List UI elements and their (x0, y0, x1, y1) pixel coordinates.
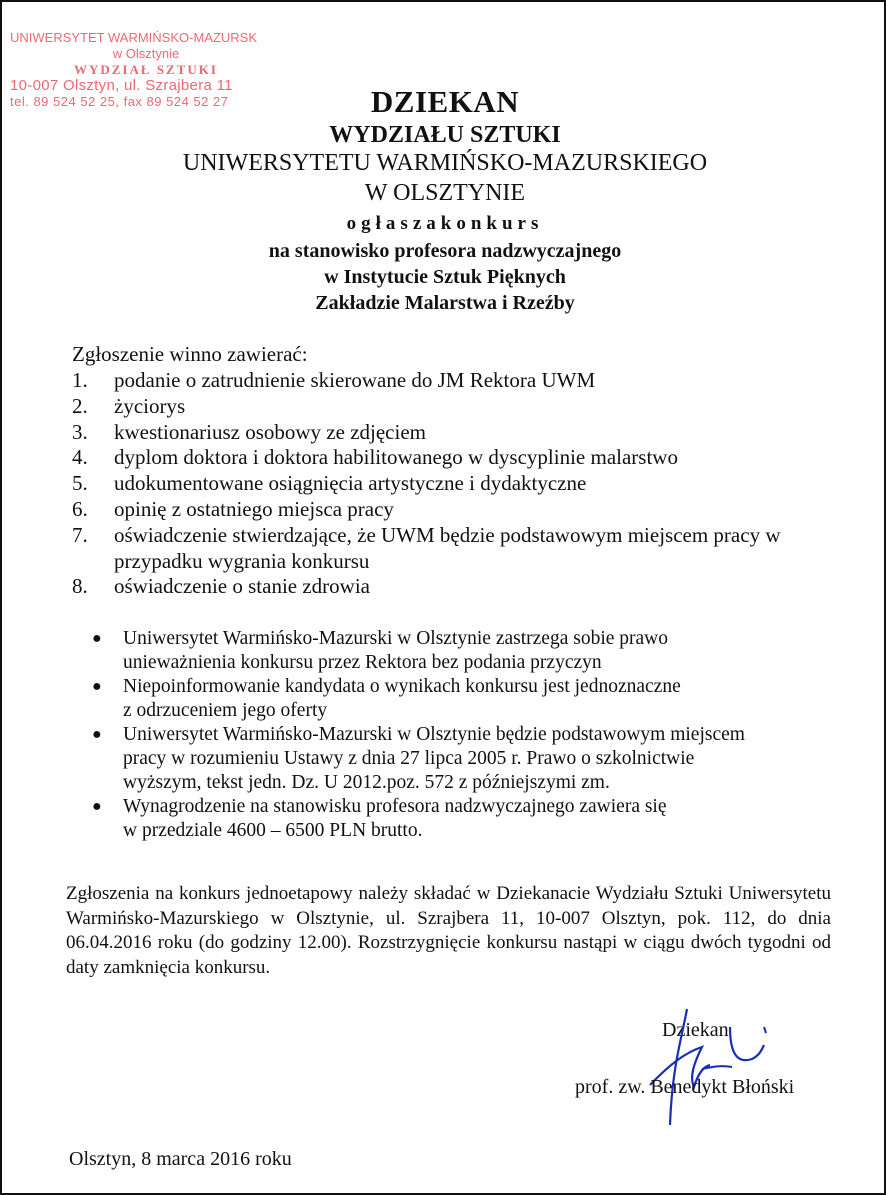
announces-text: ogłaszakonkurs (346, 213, 544, 234)
requirement-number: 6. (72, 496, 88, 521)
bullet-icon: ● (92, 726, 102, 743)
stamp-address: 10-007 Olsztyn, ul. Szrajbera 11 (10, 77, 233, 94)
requirement-number: 2. (72, 393, 88, 418)
requirement-item (72, 471, 864, 497)
note-line: Uniwersytet Warmińsko-Mazurski w Olsztynie będzie podstawowym miejscem (123, 724, 745, 745)
note-line: Uniwersytet Warmińsko-Mazurski w Olsztynie zastrzega sobie prawo (123, 628, 669, 649)
note-text (123, 795, 667, 843)
requirement-number: 3. (72, 419, 88, 444)
note-item (92, 675, 832, 723)
requirements-intro: Zgłoszenie winno zawierać: (72, 342, 308, 366)
heading-announces (2, 213, 886, 235)
requirement-item (72, 445, 864, 471)
requirement-number: 1. (72, 368, 88, 392)
requirement-item (72, 523, 864, 575)
heading-faculty: WYDZIAŁU SZTUKI (329, 122, 561, 148)
note-item (92, 627, 832, 675)
requirement-item (72, 394, 864, 420)
note-line: unieważnienia konkursu przez Rektora bez podania przyczyn (123, 652, 602, 673)
note-text (123, 723, 745, 795)
requirement-item (72, 368, 864, 394)
heading-department: Zakładzie Malarstwa i Rzeźby (315, 292, 575, 314)
requirement-text: oświadczenie o stanie zdrowia (114, 574, 370, 599)
requirement-text: życiorys (114, 393, 186, 418)
stamp-faculty: WYDZIAŁ SZTUKI (74, 62, 218, 77)
handwritten-signature (642, 1007, 782, 1127)
note-line: w przedziale 4600 – 6500 PLN brutto. (123, 820, 423, 841)
bullet-icon: ● (92, 798, 102, 815)
note-line: wyższym, tekst jedn. Dz. U 2012.poz. 572 z późniejszymi zm. (123, 772, 610, 793)
notes-list (92, 627, 832, 843)
heading-institute: w Instytucie Sztuk Pięknych (324, 266, 566, 288)
requirement-item (72, 420, 864, 446)
requirements-list (72, 368, 864, 600)
stamp-city: w Olsztynie (112, 46, 180, 61)
place-and-date: Olsztyn, 8 marca 2016 roku (69, 1148, 292, 1170)
requirement-text: podanie o zatrudnienie skierowane do JM Rektora UWM (114, 368, 596, 392)
note-item (92, 723, 832, 795)
stamp-phone: tel. 89 524 52 25, fax 89 524 52 27 (10, 94, 229, 109)
submission-paragraph: Zgłoszenia na konkurs jednoetapowy należy składać w Dziekanacie Wydziału Sztuki Uniwersytetu Warmińsko-Mazurskiego w Olsztynie, ul. Szrajbera 11, 10-007 Olsztyn, pok. 112, do dnia 06.04.2016 roku (do godziny 12.00). Rozstrzygnięcie konkursu nastąpi w ciągu dwóch tygodni od daty zamknięcia konkursu. (66, 883, 831, 978)
bullet-icon: ● (92, 678, 102, 695)
requirement-text: dyplom doktora i doktora habilitowanego w dyscyplinie malarstwo (114, 445, 678, 470)
signatory-name: prof. zw. Benedykt Błoński (575, 1076, 795, 1098)
note-item (92, 795, 832, 843)
requirement-number: 4. (72, 445, 88, 470)
note-text (123, 675, 681, 723)
note-line: pracy w rozumieniu Ustawy z dnia 27 lipca 2005 r. Prawo o szkolnictwie (123, 748, 695, 769)
bullet-icon: ● (92, 630, 102, 647)
heading-city: W OLSZTYNIE (364, 180, 526, 206)
stamp-university: UNIWERSYTET WARMIŃSKO-MAZURSK (10, 30, 258, 45)
heading-position: na stanowisko profesora nadzwyczajnego (268, 240, 622, 262)
note-text (123, 627, 668, 675)
note-line: Wynagrodzenie na stanowisku profesora nadzwyczajnego zawiera się (123, 796, 667, 817)
requirement-item (72, 574, 864, 600)
requirement-number: 5. (72, 471, 88, 496)
heading-title: DZIEKAN (370, 84, 520, 119)
heading-university: UNIWERSYTETU WARMIŃSKO-MAZURSKIEGO (182, 150, 708, 176)
requirement-text: udokumentowane osiągnięcia artystyczne i dydaktyczne (114, 471, 587, 496)
note-line: Niepoinformowanie kandydata o wynikach konkursu jest jednoznaczne (123, 676, 681, 697)
requirement-text: opinię z ostatniego miejsca pracy (114, 496, 394, 521)
requirement-item (72, 497, 864, 523)
requirement-text: kwestionariusz osobowy ze zdjęciem (114, 419, 426, 444)
requirement-number: 7. (72, 522, 88, 547)
signature-title: Dziekan (662, 1019, 729, 1041)
requirement-number: 8. (72, 574, 88, 599)
note-line: z odrzuceniem jego oferty (123, 700, 328, 721)
requirement-text: oświadczenie stwierdzające, że UWM będzie podstawowym miejscem pracy w przypadku wygrania konkursu (114, 522, 781, 573)
